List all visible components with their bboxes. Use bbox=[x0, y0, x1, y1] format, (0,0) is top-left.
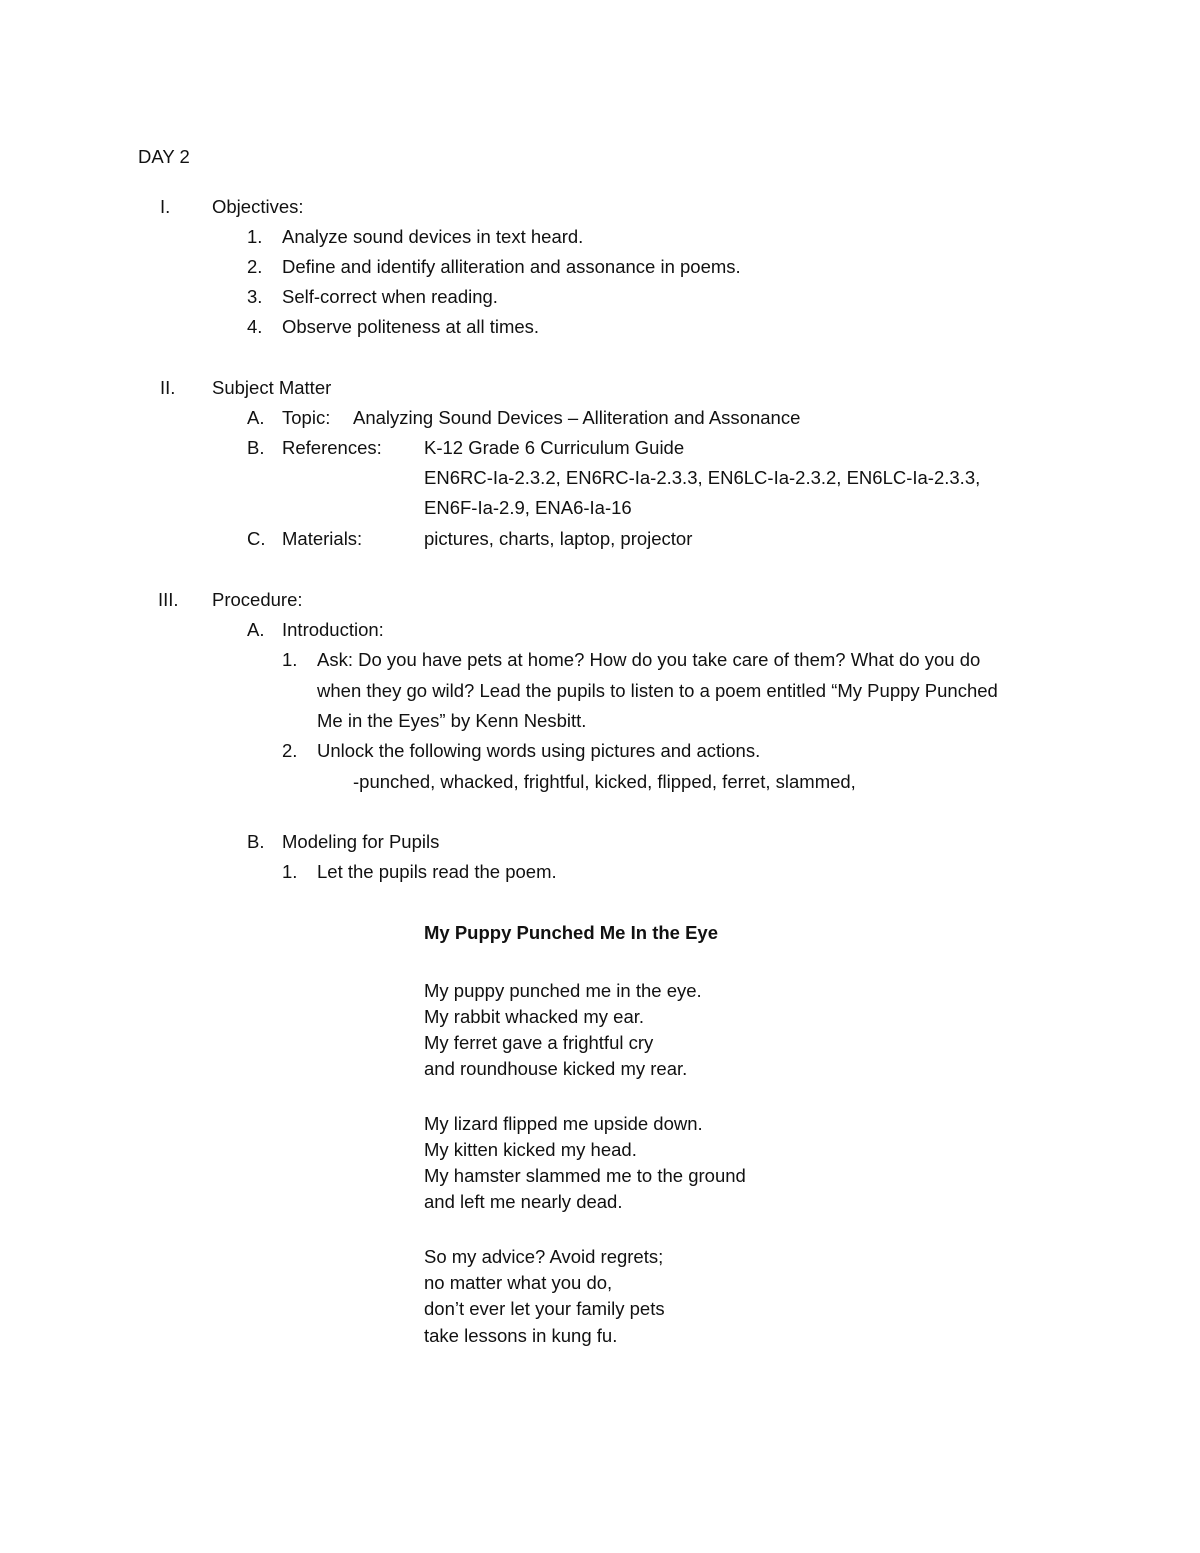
topic-label: Topic: bbox=[282, 407, 331, 428]
list-number: 1. bbox=[247, 226, 263, 247]
list-letter: B. bbox=[247, 831, 265, 852]
section-heading: Procedure: bbox=[212, 589, 303, 610]
objective-item: Self-correct when reading. bbox=[282, 286, 498, 307]
section-heading: Objectives: bbox=[212, 196, 304, 217]
poem-line: don’t ever let your family pets bbox=[424, 1298, 665, 1319]
poem-line: My hamster slammed me to the ground bbox=[424, 1165, 746, 1186]
list-number: 4. bbox=[247, 316, 263, 337]
list-letter: A. bbox=[247, 619, 265, 640]
reference-line: EN6RC-Ia-2.3.2, EN6RC-Ia-2.3.3, EN6LC-Ia-2.3.2, EN6LC-Ia-2.3.3, bbox=[424, 467, 981, 488]
reference-line: EN6F-Ia-2.9, ENA6-Ia-16 bbox=[424, 497, 632, 518]
section-numeral: III. bbox=[158, 589, 179, 610]
reference-line: K-12 Grade 6 Curriculum Guide bbox=[424, 437, 685, 458]
poem-line: and left me nearly dead. bbox=[424, 1191, 623, 1212]
poem-title: My Puppy Punched Me In the Eye bbox=[424, 922, 718, 943]
poem-line: My puppy punched me in the eye. bbox=[424, 980, 702, 1001]
vocabulary-words: -punched, whacked, frightful, kicked, flipped, ferret, slammed, bbox=[353, 771, 856, 792]
poem-line: My kitten kicked my head. bbox=[424, 1139, 637, 1160]
section-numeral: I. bbox=[160, 196, 171, 217]
modeling-item: Let the pupils read the poem. bbox=[317, 861, 557, 882]
poem-line: My ferret gave a frightful cry bbox=[424, 1032, 654, 1053]
poem-line: no matter what you do, bbox=[424, 1272, 613, 1293]
introduction-line: Me in the Eyes” by Kenn Nesbitt. bbox=[317, 710, 587, 731]
list-number: 1. bbox=[282, 649, 298, 670]
list-number: 2. bbox=[247, 256, 263, 277]
poem-line: So my advice? Avoid regrets; bbox=[424, 1246, 664, 1267]
list-number: 2. bbox=[282, 740, 298, 761]
day-label: DAY 2 bbox=[138, 146, 190, 167]
poem-line: My rabbit whacked my ear. bbox=[424, 1006, 645, 1027]
references-label: References: bbox=[282, 437, 382, 458]
introduction-line: Ask: Do you have pets at home? How do you take care of them? What do you do bbox=[317, 649, 981, 670]
list-letter: B. bbox=[247, 437, 265, 458]
introduction-item: Unlock the following words using pictures and actions. bbox=[317, 740, 761, 761]
section-heading: Subject Matter bbox=[212, 377, 332, 398]
list-number: 1. bbox=[282, 861, 298, 882]
materials-value: pictures, charts, laptop, projector bbox=[424, 528, 693, 549]
introduction-heading: Introduction: bbox=[282, 619, 384, 640]
poem-line: My lizard flipped me upside down. bbox=[424, 1113, 703, 1134]
objective-item: Define and identify alliteration and assonance in poems. bbox=[282, 256, 741, 277]
list-number: 3. bbox=[247, 286, 263, 307]
topic-value: Analyzing Sound Devices – Alliteration and Assonance bbox=[353, 407, 801, 428]
objective-item: Analyze sound devices in text heard. bbox=[282, 226, 584, 247]
list-letter: A. bbox=[247, 407, 265, 428]
materials-label: Materials: bbox=[282, 528, 363, 549]
poem-line: and roundhouse kicked my rear. bbox=[424, 1058, 688, 1079]
section-numeral: II. bbox=[160, 377, 176, 398]
introduction-line: when they go wild? Lead the pupils to listen to a poem entitled “My Puppy Punched bbox=[317, 680, 998, 701]
objective-item: Observe politeness at all times. bbox=[282, 316, 540, 337]
poem-line: take lessons in kung fu. bbox=[424, 1325, 618, 1346]
modeling-heading: Modeling for Pupils bbox=[282, 831, 440, 852]
list-letter: C. bbox=[247, 528, 266, 549]
